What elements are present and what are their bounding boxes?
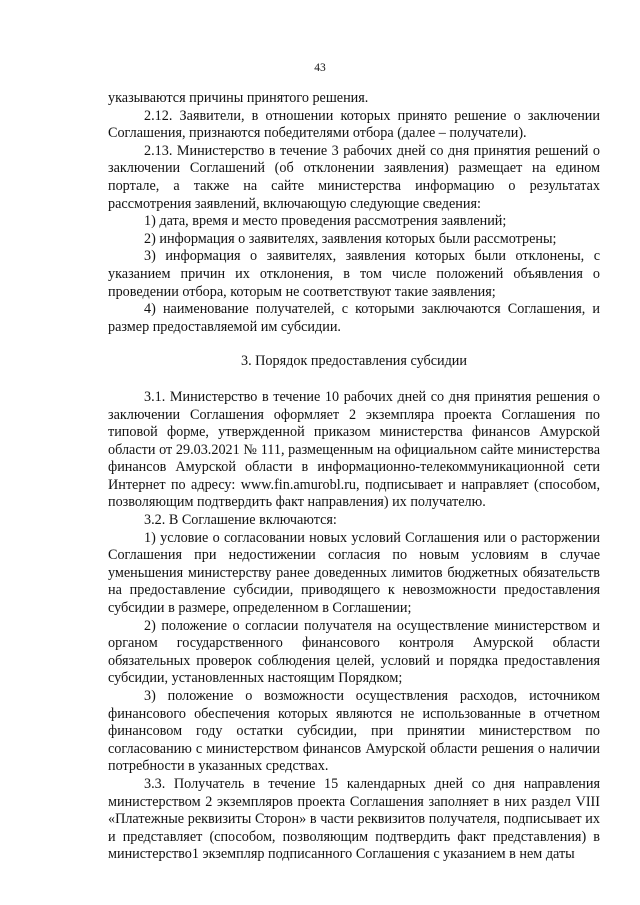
list-item-3-2-2: 2) положение о согласии получателя на осуществление министерством и органом государственного финансового контроля Амурской области обязательных проверок соблюдения целей, условий и порядка предоставления субсидии, установленных настоящим Порядком; [108,617,600,687]
paragraph-3-1: 3.1. Министерство в течение 10 рабочих дней со дня принятия решения о заключении Соглашения оформляет 2 экземпляра проекта Соглашения по типовой форме, утвержденной приказом министерства финансов Амурской области от 29.03.2021 № 111, размещенным на официальном сайте министерства финансов Амурской области в информационно-телекоммуникационной сети Интернет по адресу: www.fin.amurobl.ru, подписывает и направляет (способом, позволяющим подтвердить факт направления) их получателю. [108,388,600,511]
list-item-2: 2) информация о заявителях, заявления которых были рассмотрены; [144,230,557,247]
paragraph-continuation: указываются причины принятого решения. [108,90,369,106]
paragraph-3-3: 3.3. Получатель в течение 15 календарных дней со дня направления министерством 2 экземпляров проекта Соглашения заполняет в них раздел VIII «Платежные реквизиты Сторон» в части реквизитов получателя, подписывает их и представляет (способом, позволяющим подтвердить факт представления) в министерство1 экземпляр подписанного Соглашения с указанием в нем даты [108,775,600,863]
list-item-3-2-3: 3) положение о возможности осуществления расходов, источником финансового обеспечения которых являются не использованные в отчетном финансовом году остатки субсидии, при принятии министерством по согласованию с министерством финансов Амурской области решения о наличии потребности в указанных средствах. [108,688,600,775]
list-item-3: 3) информация о заявителях, заявления которых были отклонены, с указанием причин их отклонения, в том числе положений объявления о проведении отбора, которым не соответствуют такие заявления; [108,248,600,300]
paragraph-3-2: 3.2. В Соглашение включаются: [144,512,337,529]
page-body [108,90,600,864]
section-heading: 3. Порядок предоставления субсидии [240,353,467,370]
page-number: 43 [314,62,326,74]
paragraph-2-12: 2.12. Заявители, в отношении которых принято решение о заключении Соглашения, признаются победителями отбора (далее – получатели). [108,107,600,142]
paragraph-2-13: 2.13. Министерство в течение 3 рабочих дней со дня принятия решений о заключении Соглашений (об отклонении заявления) размещает на едином портале, а также на сайте министерства информацию о результатах рассмотрения заявлений, включающую следующие сведения: [108,142,600,212]
list-item-1: 1) дата, время и место проведения рассмотрения заявлений; [144,213,507,230]
list-item-4: 4) наименование получателей, с которыми заключаются Соглашения, и размер предоставляемой им субсидии. [108,301,600,335]
list-item-3-2-1: 1) условие о согласовании новых условий Соглашения или о расторжении Соглашения при недостижении согласия по новым условиям в случае уменьшения министерству ранее доведенных лимитов бюджетных обязательств на предоставление субсидии, приводящего к невозможности предоставления субсидии в размере, определенном в Соглашении; [108,529,600,617]
